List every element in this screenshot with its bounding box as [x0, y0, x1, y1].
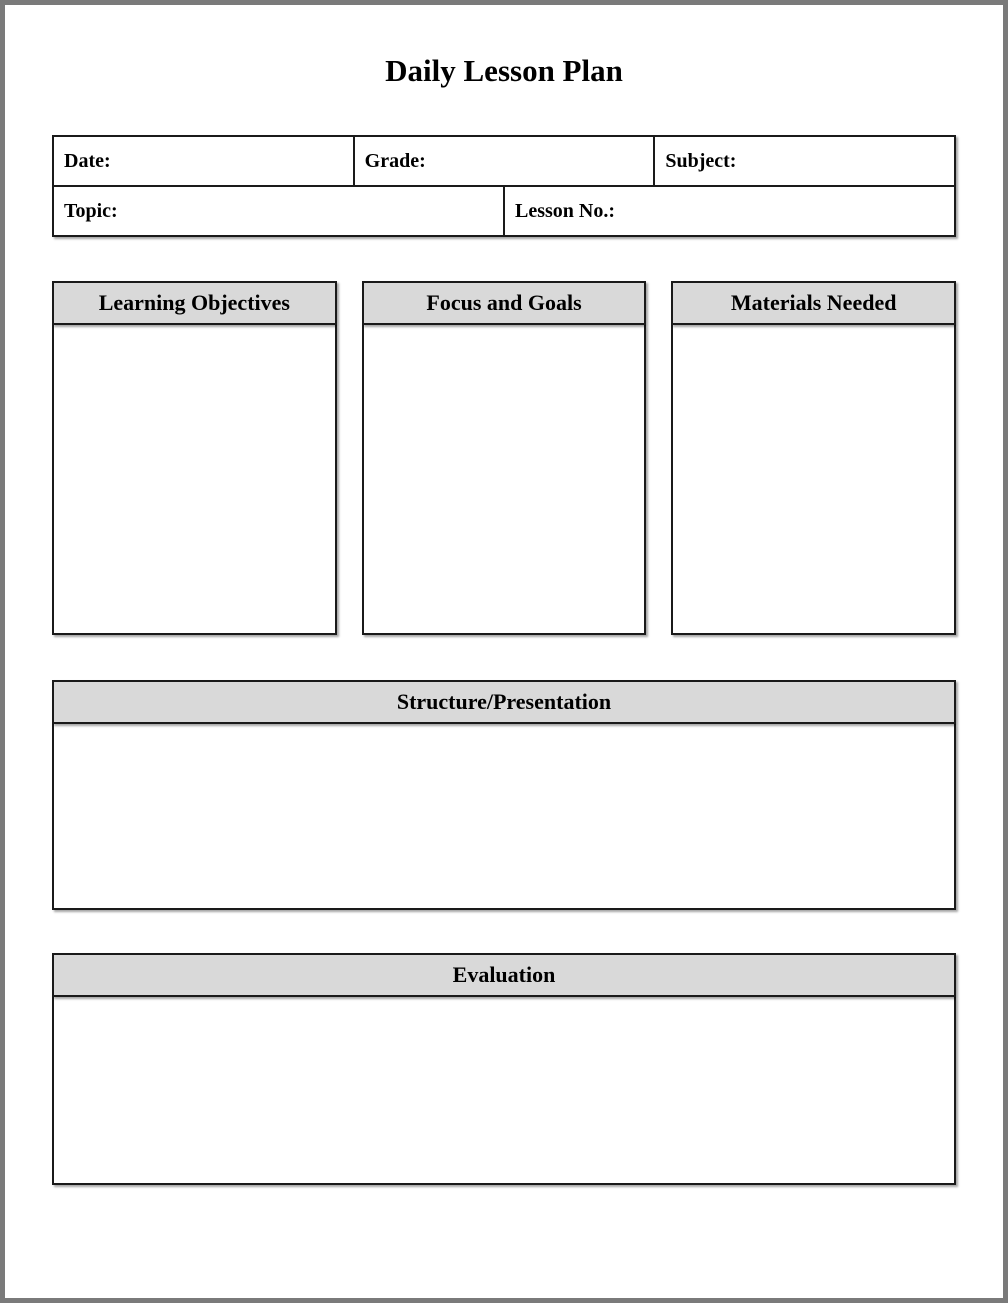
evaluation-section: [52, 953, 956, 1185]
page-title: Daily Lesson Plan: [385, 53, 623, 88]
learning-objectives-section: [52, 281, 337, 635]
structure-presentation-body: [52, 724, 956, 910]
info-table-row-2: [54, 187, 954, 235]
materials-needed-section: [671, 281, 956, 635]
grade-field-cell: [355, 137, 656, 185]
grade-label: Grade:: [364, 149, 426, 172]
evaluation-body: [52, 997, 956, 1185]
evaluation-header: Evaluation: [52, 953, 956, 997]
lesson-info-table: [52, 135, 956, 237]
topic-field-cell: [54, 187, 505, 235]
materials-needed-body: [671, 325, 956, 635]
info-table-row-1: [54, 137, 954, 187]
structure-presentation-section: [52, 680, 956, 910]
materials-needed-header: Materials Needed: [671, 281, 956, 325]
lesson-no-field-cell: [505, 187, 954, 235]
learning-objectives-header: Learning Objectives: [52, 281, 337, 325]
date-label: Date:: [64, 149, 111, 172]
three-column-section: [52, 281, 956, 635]
learning-objectives-body: [52, 325, 337, 635]
date-field-cell: [54, 137, 355, 185]
topic-label: Topic:: [64, 199, 118, 222]
subject-field-cell: [655, 137, 954, 185]
lesson-no-label: Lesson No.:: [515, 199, 616, 222]
document-sheet: [5, 53, 1003, 1185]
structure-presentation-header: Structure/Presentation: [52, 680, 956, 724]
subject-label: Subject:: [665, 149, 737, 172]
focus-and-goals-body: [362, 325, 647, 635]
focus-and-goals-header: Focus and Goals: [362, 281, 647, 325]
focus-and-goals-section: [362, 281, 647, 635]
